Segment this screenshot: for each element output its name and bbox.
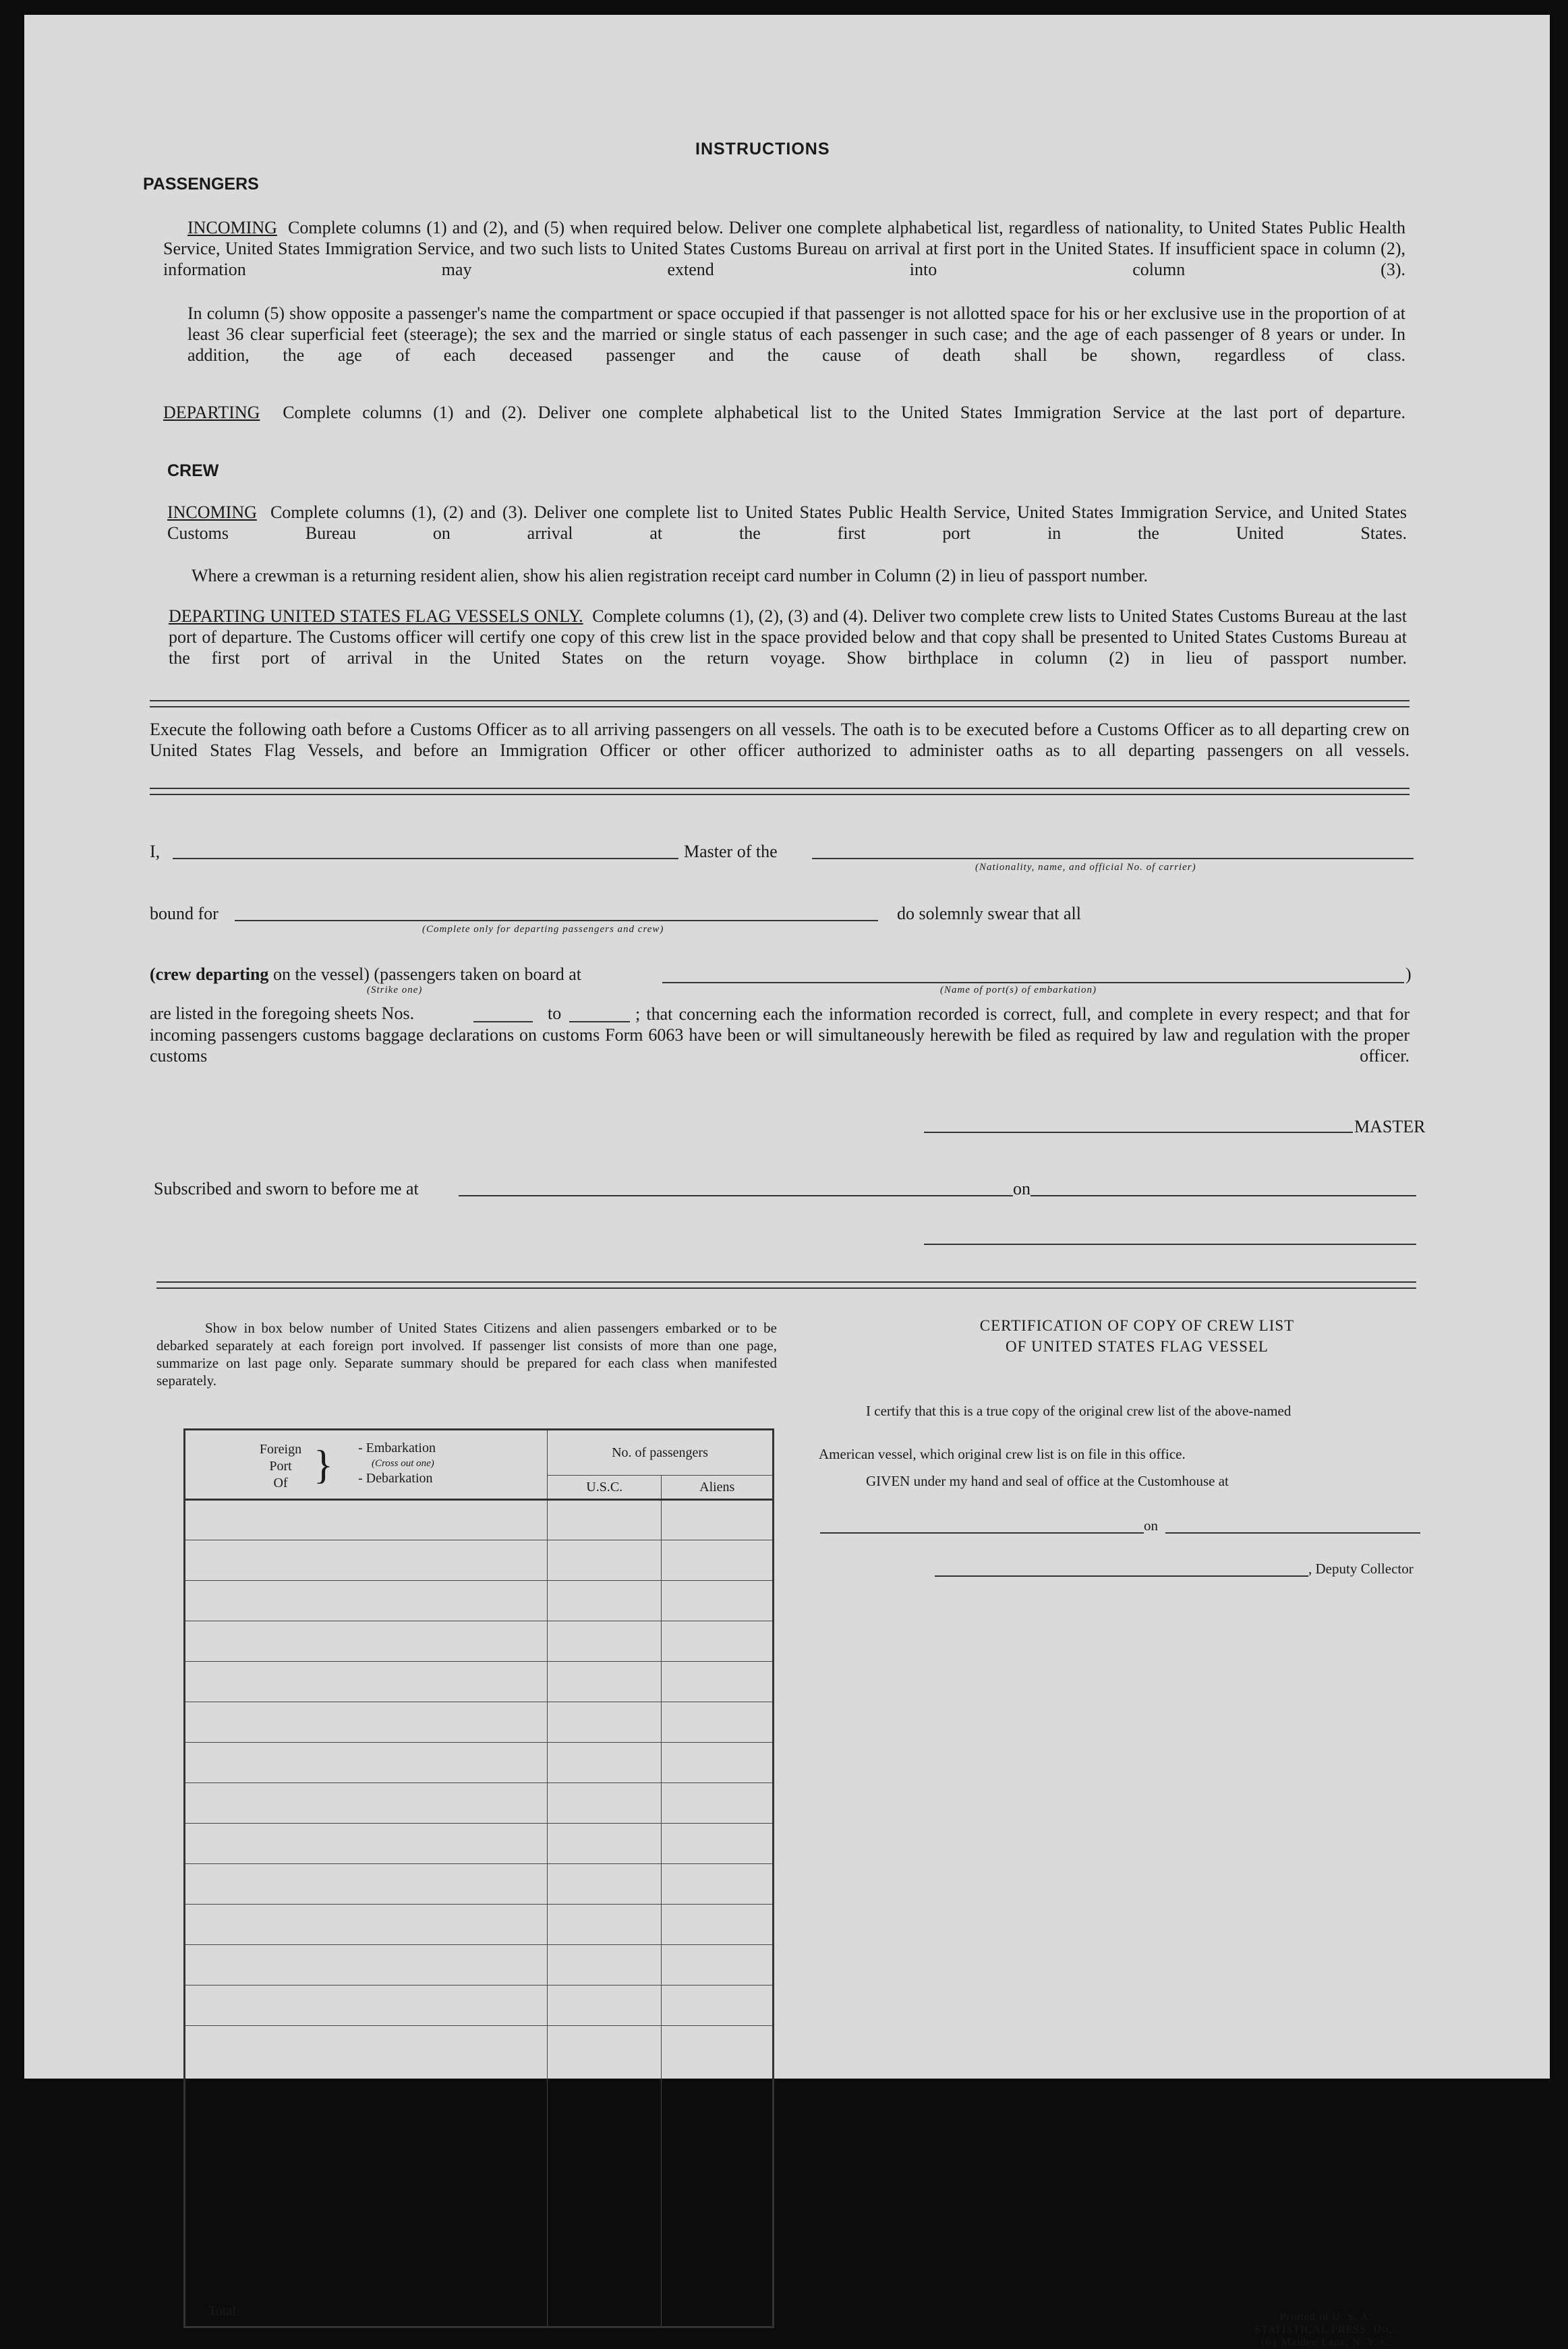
port-cell[interactable] [185, 1905, 548, 1945]
incoming-label: INCOMING [187, 218, 277, 237]
port-cell[interactable] [185, 1985, 548, 2026]
usc-cell[interactable] [547, 1783, 661, 1824]
crew-resident-paragraph [192, 565, 1407, 586]
deputy-signature-field[interactable] [935, 1575, 1308, 1577]
aliens-cell[interactable] [662, 1581, 774, 1621]
aliens-cell[interactable] [662, 1945, 774, 1985]
passenger-summary-table [183, 1428, 774, 2328]
aliens-cell[interactable] [662, 1743, 774, 1783]
usc-cell[interactable] [547, 1621, 661, 1662]
listed-prefix: are listed in the foregoing sheets Nos. [150, 1004, 415, 1023]
divider [150, 788, 1410, 795]
port-cell[interactable] [185, 1743, 548, 1783]
bound-for-field[interactable] [235, 920, 878, 921]
master-of-the-label: Master of the [684, 842, 778, 861]
total-label-cell [185, 2026, 548, 2327]
aliens-cell[interactable] [662, 1662, 774, 1702]
divider [150, 700, 1410, 707]
listed-suffix: ; that concerning each the information recorded is correct, full, and complete in every respect; and that for incoming passengers customs baggage declarations on customs Form 6063 have been or will simultaneously herewith be filed as required by law and regulation with the proper customs officer. [150, 1004, 1410, 1066]
deputy-collector-label: , Deputy Collector [1308, 1561, 1414, 1577]
close-paren: ) [1405, 964, 1412, 984]
usc-cell[interactable] [547, 1945, 661, 1985]
passengers-taken-strike[interactable]: (passengers taken on board at [374, 964, 581, 984]
aliens-cell[interactable] [662, 1540, 774, 1581]
i-label: I, [150, 842, 161, 861]
ports-field[interactable] [662, 982, 1404, 983]
port-header-cell [185, 1430, 548, 1500]
form-page [24, 15, 1550, 2348]
column5-paragraph [187, 303, 1405, 386]
american-vessel-text: American vessel, which original crew list is on file in this office. [819, 1446, 1186, 1462]
swear-label: do solemnly swear that all [897, 904, 1081, 923]
incoming-text: Complete columns (1) and (2), and (5) when required below. Deliver one complete alphabetical list, regardless of nationality, to United States Public Health Service, United States Immigration Service, and two such lists to United States Customs Bureau on arrival at first port in the United States. If insufficient space in column (2), information may extend into column (3). [163, 218, 1405, 279]
crew-passengers-line [150, 964, 581, 985]
aliens-cell[interactable] [662, 1864, 774, 1905]
aliens-cell[interactable] [662, 1824, 774, 1864]
departing-text: Complete columns (1) and (2). Deliver one complete alphabetical list to the United States Immigration Service at the last port of departure. [283, 403, 1405, 422]
printer-line3: 161 Maiden Lane, N. Y. C. [1259, 2337, 1393, 2348]
oath-intro-text: Execute the following oath before a Customs Officer as to all arriving passengers on all vessels. The oath is to be executed before a Customs Officer as to all departing crew on United States Flag Vessels, and before an Immigration Officer or other officer authorized to administer oaths as to all departing passengers on all vessels. [150, 720, 1410, 760]
cert-on-label: on [1144, 1517, 1158, 1534]
to-label: to [548, 1004, 562, 1023]
certification-title-line1: CERTIFICATION OF COPY OF CREW LIST [979, 1317, 1295, 1334]
port-cell[interactable] [185, 1662, 548, 1702]
usc-cell[interactable] [547, 1824, 661, 1864]
nationality-caption: (Nationality, name, and official No. of carrier) [975, 862, 1196, 873]
port-label: Port [269, 1459, 292, 1474]
port-cell[interactable] [185, 1824, 548, 1864]
master-signature-field[interactable] [924, 1132, 1353, 1133]
bound-caption: (Complete only for departing passengers and crew) [422, 924, 664, 935]
crew-incoming-label: INCOMING [167, 502, 257, 522]
port-cell[interactable] [185, 1500, 548, 1540]
foreign-label: Foreign [259, 1442, 302, 1457]
cert-date-field[interactable] [1165, 1532, 1420, 1534]
certification-title [820, 1315, 1454, 1357]
usc-cell[interactable] [547, 1864, 661, 1905]
aliens-cell[interactable] [662, 1985, 774, 2026]
oath-intro-paragraph [150, 719, 1410, 782]
crew-departing-strike[interactable]: (crew departing [150, 964, 269, 984]
total-label: Total [208, 2304, 236, 2319]
usc-total-cell[interactable] [547, 2026, 661, 2327]
sworn-place-field[interactable] [459, 1195, 1013, 1196]
passengers-incoming-paragraph [163, 217, 1405, 301]
bound-for-label: bound for [150, 904, 219, 923]
printer-imprint [1211, 2311, 1441, 2349]
aliens-cell[interactable] [662, 1783, 774, 1824]
summary-note-paragraph [156, 1319, 777, 1407]
usc-header: U.S.C. [547, 1476, 661, 1500]
departing-label: DEPARTING [163, 403, 260, 422]
subscribed-label: Subscribed and sworn to before me at [154, 1179, 419, 1198]
no-passengers-header: No. of passengers [547, 1430, 773, 1476]
master-name-field[interactable] [173, 858, 678, 859]
crew-departing-text: Complete columns (1), (2), (3) and (4). Deliver two complete crew lists to United States Customs Bureau at the last port of departure. The Customs officer will certify one copy of this crew list in the space provided below and that copy shall be presented to United States Customs Bureau at the first port of arrival in the United States on the return voyage. Show birthplace in column (2) in lieu of passport number. [169, 606, 1407, 668]
ports-caption: (Name of port(s) of embarkation) [940, 985, 1097, 995]
crew-resident-text: Where a crewman is a returning resident alien, show his alien registration receipt card number in Column (2) in lieu of passport number. [192, 566, 1149, 585]
usc-cell[interactable] [547, 1905, 661, 1945]
oath-statement [150, 1004, 1410, 1087]
certify-text: I certify that this is a true copy of the original crew list of the above-named [866, 1403, 1291, 1419]
summary-note: Show in box below number of United States Citizens and alien passengers embarked or to be debarked separately at each foreign port involved. If passenger list consists of more than one page, summarize on last page only. Separate summary should be prepared for each class when manifested separately. [156, 1320, 777, 1389]
sworn-date-field[interactable] [1030, 1195, 1416, 1196]
port-cell[interactable] [185, 1621, 548, 1662]
port-cell[interactable] [185, 1702, 548, 1743]
carrier-field[interactable] [812, 858, 1414, 859]
given-text: GIVEN under my hand and seal of office at the Customhouse at [866, 1473, 1229, 1489]
crew-departing-paragraph [169, 606, 1407, 689]
port-cell[interactable] [185, 1581, 548, 1621]
debarkation-option[interactable]: - Debarkation [358, 1471, 433, 1486]
crew-heading: CREW [167, 461, 219, 480]
brace: } [314, 1443, 333, 1487]
usc-cell[interactable] [547, 1702, 661, 1743]
port-cell[interactable] [185, 1864, 548, 1905]
officer-signature-field[interactable] [924, 1244, 1416, 1245]
instructions-title: INSTRUCTIONS [695, 140, 830, 158]
usc-cell[interactable] [547, 1540, 661, 1581]
divider [156, 1281, 1416, 1289]
port-cell[interactable] [185, 1945, 548, 1985]
column5-text: In column (5) show opposite a passenger's name the compartment or space occupied if that passenger is not allotted space for his or her exclusive use in the proportion of at least 36 clear superficial feet (steerage); the sex and the married or single status of each passenger in such case; and the age of each passenger of 8 years or under. In addition, the age of each deceased passenger and the cause of death shall be shown, regardless of class. [187, 303, 1405, 365]
aliens-cell[interactable] [662, 1621, 774, 1662]
usc-cell[interactable] [547, 1985, 661, 2026]
certification-title-line2: OF UNITED STATES FLAG VESSEL [1006, 1338, 1269, 1355]
printer-line2: STATISTICAL PRESS, INC. [1254, 2324, 1397, 2336]
crew-incoming-paragraph [167, 502, 1407, 564]
aliens-total-cell[interactable] [662, 2026, 774, 2327]
port-cell[interactable] [185, 1783, 548, 1824]
usc-cell[interactable] [547, 1743, 661, 1783]
aliens-cell[interactable] [662, 1500, 774, 1540]
aliens-cell[interactable] [662, 1905, 774, 1945]
crew-incoming-text: Complete columns (1), (2) and (3). Deliver one complete list to United States Public Health Service, United States Immigration Service, and United States Customs Bureau on arrival at the first port in the United States. [167, 502, 1407, 543]
port-cell[interactable] [185, 1540, 548, 1581]
printer-line1: Printed in U. S. A. [1279, 2311, 1372, 2323]
passengers-departing-paragraph [163, 402, 1405, 444]
on-the-vessel: on the vessel) [272, 964, 370, 984]
crew-departing-label: DEPARTING UNITED STATES FLAG VESSELS ONLY. [169, 606, 583, 626]
aliens-header: Aliens [662, 1476, 774, 1500]
usc-cell[interactable] [547, 1500, 661, 1540]
aliens-cell[interactable] [662, 1702, 774, 1743]
passengers-heading: PASSENGERS [143, 175, 259, 194]
of-label: Of [273, 1476, 288, 1490]
customhouse-field[interactable] [820, 1532, 1144, 1534]
cross-out-caption: (Cross out one) [372, 1458, 434, 1469]
sworn-on-label: on [1013, 1179, 1030, 1198]
usc-cell[interactable] [547, 1581, 661, 1621]
strike-one-caption: (Strike one) [367, 985, 423, 995]
embarkation-option[interactable]: - Embarkation [358, 1441, 436, 1455]
usc-cell[interactable] [547, 1662, 661, 1702]
master-label: MASTER [1354, 1117, 1426, 1136]
